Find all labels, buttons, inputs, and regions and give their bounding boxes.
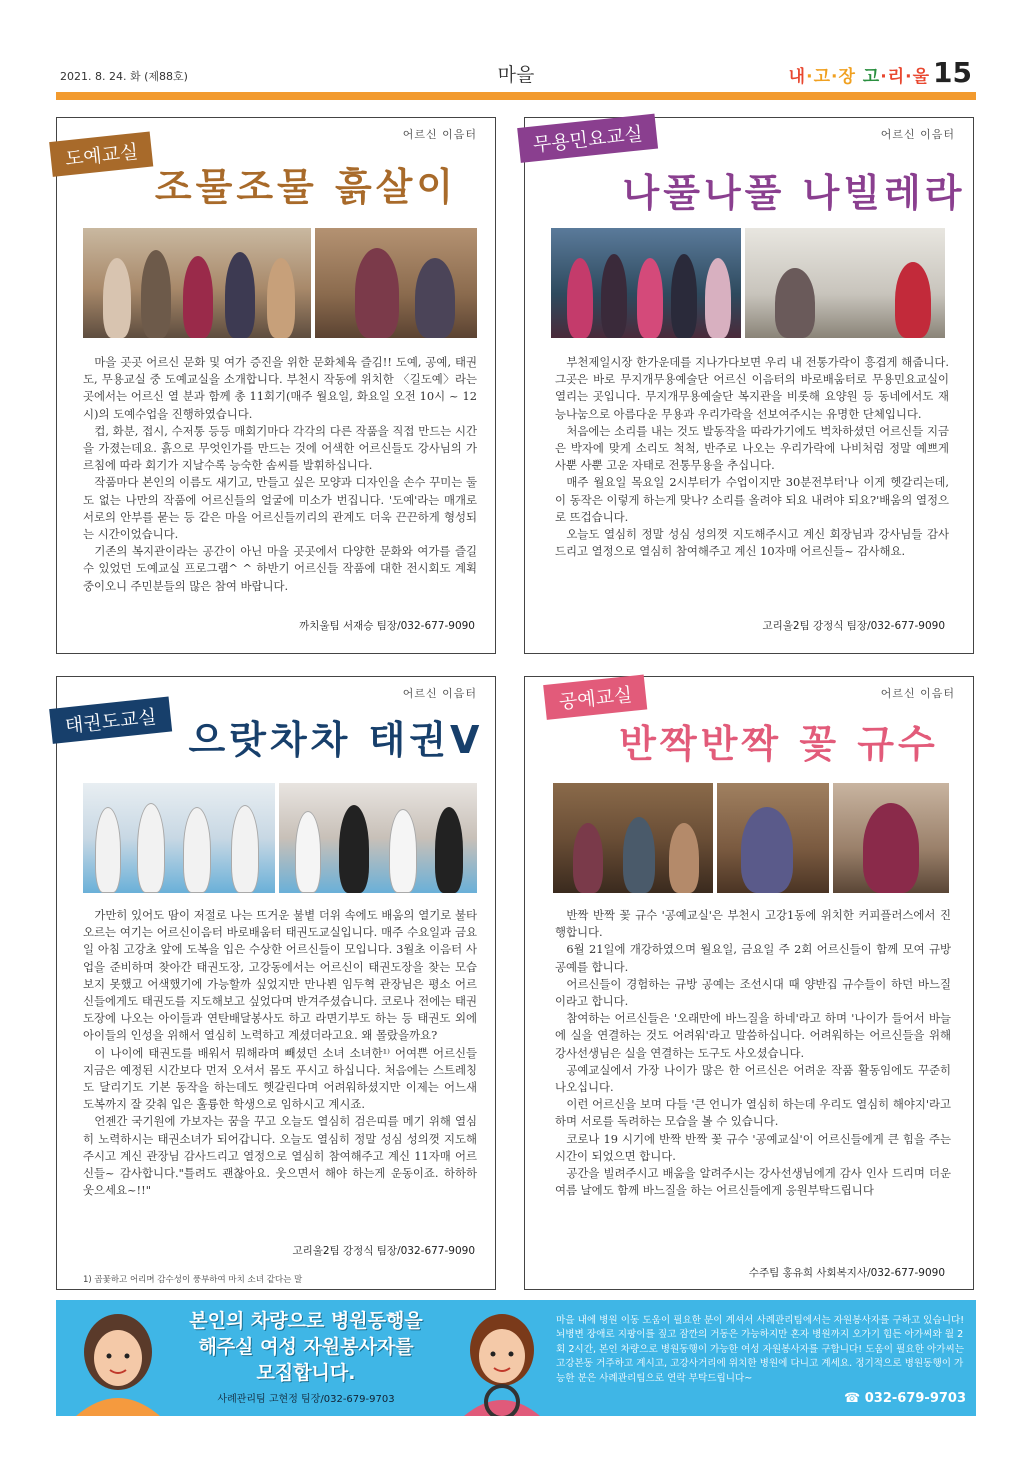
ad-title-line-1: 본인의 차량으로 병원동행을	[189, 1310, 423, 1332]
article-signature: 고리울2팀 강정식 팀장/032-677-9090	[762, 620, 945, 632]
article-body: 반짝 반짝 꽃 규수 '공예교실'은 부천시 고강1동에 위치한 커피플러스에서 진행합니다. 6월 21일에 개강하였으며 월요일, 금요일 주 2회 어르신들이 함께 모여 규방공예를 합니다. 어르신들이 경험하는 규방 공예는 조선시대 때 양반집 규수들이 하던 바느질이라고 합니다. 참여하는 어르신들은 '오래만에 바느질을 하네'라고 하며 '나이가 들어서 바늘에 실을 연결하는 것도 어려워'라고 말씀하십니다. 어려워하는 어르신들을 위해 강사선생님은 실을 연결하는 도구도 사오셨습니다. 공예교실에서 가장 나이가 많은 한 어르신은 어려운 작품 활동임에도 꾸준히 나오십니다. 이런 어르신을 보며 다들 '큰 언니가 열심히 하는데 우리도 열심히 해야지'라고 하며 서로를 독려하는 모습을 볼 수 있습니다. 코로나 19 시기에 반짝 반짝 꽃 규수 '공예교실'이 어르신들에게 큰 힘을 주는 시간이 되었으면 합니다. 공간을 빌려주시고 배움을 알려주시는 강사선생님에게 감사 인사 드리며 더운 여름 날에도 함께 바느질을 하는 어르신들에게 응원부탁드립니다	[555, 908, 951, 1198]
photo-row	[551, 228, 945, 338]
article-pottery	[56, 117, 496, 654]
article-title: 조물조물 흙살이	[154, 165, 458, 209]
article-body: 부천제일시장 한가운데를 지나가다보면 우리 내 전통가락이 흥겹게 해줍니다. 그곳은 바로 무지개무용예술단 어르신 이음터의 바로배움터로 무용민요교실이 열리는 곳입니다. 무지개무용예술단 복지관을 비롯해 요양원 등 동네에서도 재능나눔으로 아름다운 무용과 우리가락을 선보여주시는 유명한 단체입니다. 처음에는 소리를 내는 것도 발동작을 따라가기에도 벅차하셨던 어르신들 지금은 박자에 맞게 소리도 척척, 반주로 나오는 우리가락에 나비처럼 정말 예쁘게 사뿐 사뿐 고운 자태로 전통무용을 추십니다. 매주 월요일 목요일 2시부터가 수업이지만 30분전부터'나 이게 헷갈리는데, 이 동작은 이렇게 하는게 맞나? 소리를 올려야 되요 내려야 되요?'배움의 열정으로 뜨겁습니다. 오늘도 열심히 정말 성심 성의껏 지도해주시고 계신 회장님과 강사님들 감사드리고 열정으로 열심히 참여해주고 계신 10자매 어르신들~ 감사해요.	[555, 355, 949, 559]
article-body: 가만히 있어도 땀이 저절로 나는 뜨거운 불볕 더위 속에도 배움의 열기로 불타오르는 여기는 어르신이음터 바로배움터 태권도교실입니다. 매주 수요일과 금요일 아침 고강초 앞에 도복을 입은 수상한 어르신들이 모입니다. 3월초 이음터 사업을 준비하며 찾아간 태권도장, 고강동에서는 어르신이 태권도장을 찾는 모습 보지 못했고 어색했기에 가능할까 싶었지만 만나뵌 임두혁 관장님은 평소 어르신들에게도 태권도를 지도해보고 싶었다며 반겨주셨습니다. 코로나 전에는 태권도장에 나오는 아이들과 연탄배달봉사도 하고 라면기부도 하는 등 태권도 외에 아이들의 인성을 위해서 열심히 노력하고 계셨더라고요. 왜 몰랐을까요? 이 나이에 태권도를 배워서 뭐해라며 빼셨던 소녀 소녀한¹⁾ 어여쁜 어르신들 지금은 예정된 시간보다 먼저 오셔서 몸도 푸시고 하십니다. 처음에는 스트레칭도 달리기도 기본 동작을 하는데도 헷갈린다며 어려워하셨지만 이제는 어느새 도복까지 잘 갖춰 입은 훌륭한 학생으로 임하시고 계시죠. 언젠간 국기원에 가보자는 꿈을 꾸고 오늘도 열심히 검은띠를 메기 위해 열심히 노력하시는 태권소녀가 되어갑니다. 오늘도 열심히 정말 성심 성의껏 지도해주시고 계신 관장님 감사드리고 열정으로 열심히 참여해주고 계신 11자매 어르신들~ 감사합니다."틀려도 괜찮아요. 웃으면서 해야 하는게 운동이죠. 하하하 웃으세요~!!"	[83, 908, 477, 1198]
article-badge: 어르신 이음터	[402, 687, 477, 700]
ad-headline-panel	[176, 1308, 436, 1408]
article-dance	[524, 117, 974, 654]
issue-date: 2021. 8. 24. 화 (제88호)	[60, 70, 188, 83]
brand-logo: 내·고·장 고·리·울	[788, 67, 930, 87]
article-tag: 태권도교실	[49, 697, 172, 744]
footnote: 1) 곱꽃하고 어리며 감수성이 풍부하여 마치 소녀 같다는 말	[83, 1275, 303, 1285]
article-tag: 무용민요교실	[517, 114, 658, 163]
photo-dance-group	[551, 228, 741, 338]
photo-taekwondo-stretch	[83, 783, 275, 893]
section-title: 마을	[497, 64, 535, 86]
article-signature: 수주팀 홍유희 사회복지사/032-677-9090	[748, 1267, 945, 1279]
ad-phone: ☎ 032-679-9703	[844, 1391, 966, 1406]
ad-contact: 사례관리팀 고현정 팀장/032-679-9703	[217, 1394, 395, 1405]
article-badge: 어르신 이음터	[880, 128, 955, 141]
article-badge: 어르신 이음터	[402, 128, 477, 141]
article-tag: 공예교실	[543, 674, 648, 719]
article-tag: 도예교실	[49, 131, 154, 176]
photo-row	[83, 783, 477, 893]
photo-row	[83, 228, 477, 338]
article-craft	[524, 676, 974, 1290]
article-title: 반짝반짝 꽃 규수	[619, 722, 939, 766]
ad-title-line-2: 해주실 여성 자원봉사자를	[198, 1336, 414, 1358]
volunteer-woman-illustration	[62, 1300, 172, 1416]
page-header	[56, 56, 976, 94]
header-rule	[56, 92, 976, 100]
article-signature: 고리울2팀 강정식 팀장/032-677-9090	[292, 1245, 475, 1257]
driver-illustration	[446, 1300, 556, 1416]
photo-row	[553, 783, 953, 893]
ad-body: 마을 내에 병원 이동 도움이 필요한 분이 계셔서 사례관리팀에서는 자원봉사자를 구하고 있습니다! 뇌병변 장애로 지팡이를 짚고 잠깐의 거동은 가능하지만 혼자 병원까지 오가기 힘든 아가씨와 월 2회 2시간, 본인 차량으로 병원동행이 가능한 여성 자원봉사자를 구합니다! 도움이 필요한 아가씨는 고강본동 거주하고 계시고, 고강사거리에 위치한 병원에 다니고 계세요. 정기적으로 병원동행이 가능한 분은 사례관리팀으로 연락 부탁드립니다~	[556, 1315, 965, 1384]
photo-craft-cafe	[553, 783, 713, 893]
photo-pottery-work	[315, 228, 477, 338]
article-badge: 어르신 이음터	[880, 687, 955, 700]
ad-title-line-3: 모집합니다.	[256, 1362, 356, 1384]
photo-craft-sewing	[717, 783, 829, 893]
photo-taekwondo-poomsae	[279, 783, 477, 893]
page-number: 15	[933, 56, 972, 89]
photo-craft-closeup	[833, 783, 949, 893]
photo-pottery-group	[83, 228, 311, 338]
article-taekwondo	[56, 676, 496, 1290]
article-title: 나풀나풀 나빌레라	[622, 171, 966, 215]
article-title: 으랏차차 태권V	[188, 718, 484, 762]
article-body: 마을 곳곳 어르신 문화 및 여가 증진을 위한 문화체육 즐김!! 도예, 공예, 태권도, 무용교실 중 도예교실을 소개합니다. 부천시 작동에 위치한 〈길도예〉라는 곳에서는 어르신 열 분과 함께 총 11회기(매주 월요일, 화요일 오전 10시 ~ 12시)의 도예수업을 진행하였습니다. 컵, 화분, 접시, 수저통 등등 매회기마다 각각의 다른 작품을 직접 만드는 시간을 가졌는데요. 흙으로 무엇인가를 만드는 것에 어색한 어르신들도 강사님의 가르침에 따라 회기가 지날수록 능숙한 솜씨를 발휘하십니다. 작품마다 본인의 이름도 새기고, 만들고 싶은 모양과 디자인을 손수 꾸미는 둘도 없는 나만의 작품에 어르신들의 얼굴에 미소가 번집니다. '도예'라는 매개로 서로의 안부를 묻는 등 같은 마을 어르신들끼리의 관계도 더욱 끈끈하게 형성되는 시간이었습니다. 기존의 복지관이라는 공간이 아닌 마을 곳곳에서 다양한 문화와 여가를 즐길 수 있었던 도예교실 프로그램^ ^ 하반기 어르신들 작품에 대한 전시회도 계획 중이오니 주민분들의 많은 참여 바랍니다.	[83, 355, 477, 593]
volunteer-ad	[56, 1300, 976, 1416]
article-signature: 까치울팀 서재승 팀장/032-677-9090	[299, 620, 475, 632]
photo-dance-class	[745, 228, 945, 338]
